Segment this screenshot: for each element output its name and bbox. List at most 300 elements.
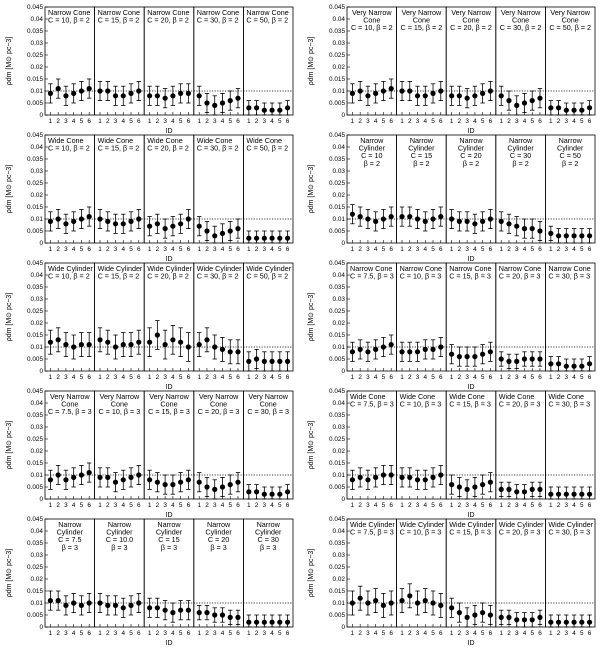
data-point [564,492,569,497]
data-point [113,344,118,349]
x-tick-label: 2 [407,630,412,637]
x-tick-label: 5 [79,246,84,253]
x-tick-label: 6 [87,118,91,125]
x-tick-label: 5 [228,118,233,125]
x-tick-label: 6 [186,502,191,509]
panel [545,519,595,637]
x-tick-label: 5 [278,246,282,253]
panel-label-line: C = 10, β = 2 [48,271,90,281]
panel [243,263,293,381]
panel [45,135,95,253]
x-tick-label: 6 [285,502,290,509]
x-tick-label: 4 [220,502,225,509]
data-point [48,91,53,96]
x-tick-label: 4 [423,630,428,637]
data-point [472,484,477,489]
x-tick-label: 2 [254,118,259,125]
y-tick-label: 0.015 [27,204,43,212]
data-point [246,236,251,241]
x-tick-label: 6 [389,502,393,509]
x-tick-label: 1 [549,630,553,637]
data-point [170,610,175,615]
x-tick-label: 1 [247,246,251,253]
data-point [350,91,355,96]
panel-label-line: Wide Cylinder [350,520,395,529]
y-tick-label: 0.005 [329,356,345,364]
y-tick-label: 0.04 [30,272,43,280]
panel [144,135,194,253]
panel-label-line: Cylinder [358,143,385,153]
x-tick-label: 3 [415,502,420,509]
panel-label-line: Cylinder [457,143,485,153]
y-tick-label: 0 [341,240,345,248]
x-tick-label: 3 [465,374,469,381]
y-tick-label: 0.03 [332,552,345,560]
x-tick-label: 2 [507,374,511,381]
data-point [220,484,225,489]
x-tick-label: 5 [278,118,282,125]
panel-label-line: C = 10, β = 3 [98,407,141,417]
x-tick-label: 6 [186,374,191,381]
x-tick-label: 2 [507,502,511,509]
data-point [163,96,168,101]
x-tick-label: 4 [373,246,378,253]
x-tick-label: 6 [389,246,393,253]
x-tick-label: 1 [449,502,454,509]
plot-group-row3-left [6,260,293,391]
x-axis-label: ID [165,640,173,647]
x-tick-label: 6 [587,118,592,125]
x-tick-label: 4 [423,502,428,509]
x-tick-label: 2 [56,374,60,381]
data-point [113,221,118,226]
y-axis-label: ρdm [M⊙ pc−3] [6,292,13,342]
x-tick-label: 2 [407,118,412,125]
data-point [407,349,412,354]
data-point [506,221,511,226]
x-tick-label: 5 [178,374,183,381]
x-tick-label: 4 [572,374,576,381]
x-tick-label: 3 [564,246,569,253]
panel-label-line: Narrow [459,136,483,145]
x-tick-label: 2 [556,118,561,125]
x-tick-label: 4 [171,502,175,509]
data-point [358,596,363,601]
y-tick-label: 0.015 [329,332,345,340]
x-tick-label: 6 [587,374,592,381]
y-tick-label: 0.01 [30,88,43,96]
x-tick-label: 2 [105,502,110,509]
x-tick-label: 1 [549,118,553,125]
panel [496,519,546,637]
y-tick-label: 0.03 [30,40,43,48]
x-tick-label: 5 [129,630,133,637]
y-tick-label: 0.04 [332,144,345,152]
y-tick-label: 0.005 [329,228,345,236]
x-tick-label: 1 [197,630,202,637]
x-tick-label: 6 [488,118,493,125]
data-point [488,88,493,93]
data-point [506,98,511,103]
data-point [530,356,535,361]
x-tick-label: 5 [228,630,233,637]
x-tick-label: 3 [465,502,469,509]
panel-label-line: C = 50, β = 2 [246,15,289,25]
panel-label-line: C = 10, β = 3 [399,399,442,409]
y-tick-label: 0.025 [27,52,43,60]
panel-label-line: β = 2 [562,158,579,168]
panel-label-line: Wide Cylinder [246,264,292,273]
data-point [262,492,267,497]
data-point [136,340,141,345]
panel-label-line: Narrow Cone [449,264,492,273]
x-tick-label: 2 [507,630,511,637]
y-tick-label: 0.045 [329,4,345,12]
data-point [277,236,282,241]
x-tick-label: 3 [564,374,569,381]
x-tick-label: 4 [171,630,175,637]
data-point [522,226,527,231]
data-point [155,480,160,485]
x-axis-label: ID [467,512,475,519]
panel-label-line: Cone [363,15,381,25]
y-axis-label: ρdm [M⊙ pc−3] [6,36,13,86]
x-tick-label: 6 [587,630,592,637]
panel [347,519,397,637]
data-point [285,105,290,110]
data-point [186,91,191,96]
x-tick-label: 6 [538,374,542,381]
data-point [457,219,462,224]
data-point [262,108,267,113]
x-tick-label: 4 [270,118,274,125]
x-tick-label: 1 [350,630,355,637]
x-tick-label: 4 [71,630,76,637]
y-tick-label: 0.03 [332,40,345,48]
data-point [472,354,477,359]
data-point [449,482,454,487]
data-point [204,337,209,342]
panel-label-line: C = 7.5, β = 3 [47,407,92,417]
data-point [87,214,92,219]
data-point [579,620,584,625]
panel-label-line: C = 15, β = 2 [97,143,140,153]
panel-label-line: C = 15 [410,151,433,161]
data-point [97,600,102,605]
data-point [204,484,209,489]
y-axis-label: ρdm [M⊙ pc−3] [308,548,315,598]
x-tick-label: 5 [480,374,485,381]
x-tick-label: 5 [129,118,133,125]
x-tick-label: 1 [197,374,202,381]
panel-label-line: C = 15, β = 3 [449,527,491,537]
data-point [373,598,378,603]
x-tick-label: 3 [366,118,370,125]
data-point [571,108,576,113]
x-tick-label: 1 [449,630,454,637]
x-tick-label: 2 [254,502,259,509]
x-tick-label: 1 [48,374,53,381]
x-tick-label: 6 [389,630,393,637]
x-tick-label: 6 [136,374,141,381]
x-tick-label: 3 [415,374,420,381]
x-tick-label: 5 [129,502,133,509]
x-tick-label: 6 [87,630,91,637]
data-point [71,475,76,480]
data-point [381,88,386,93]
x-tick-label: 5 [178,630,183,637]
x-tick-label: 1 [499,502,504,509]
data-point [499,356,504,361]
x-tick-label: 5 [129,246,133,253]
data-point [128,603,133,608]
data-point [381,472,386,477]
x-tick-label: 6 [136,118,141,125]
data-point [365,349,370,354]
data-point [113,603,118,608]
data-point [480,482,485,487]
y-tick-label: 0.005 [27,612,43,620]
data-point [548,492,553,497]
x-tick-label: 2 [457,630,462,637]
x-tick-label: 2 [105,118,110,125]
panel-label-line: Very Narrow [248,392,288,401]
panel-label-line: β = 2 [413,158,430,168]
x-axis-label: ID [165,512,173,519]
data-point [579,364,584,369]
panel-label-line: Wide Cone [399,392,436,401]
y-axis-label: ρdm [M⊙ pc−3] [308,36,315,86]
x-tick-label: 4 [522,118,527,125]
y-tick-label: 0.015 [27,588,43,596]
y-tick-label: 0.01 [332,600,345,608]
x-tick-label: 5 [79,118,84,125]
data-point [79,342,84,347]
data-point [449,216,454,221]
data-point [472,93,477,98]
x-tick-label: 5 [480,502,485,509]
panel-label-line: Cylinder [507,143,534,153]
data-point [87,600,92,605]
data-point [285,620,290,625]
panel-label-line: Cone [561,15,579,25]
panel-label-line: C = 15, β = 2 [400,23,443,33]
x-tick-label: 3 [262,630,267,637]
plot-group-row5-left [6,516,293,647]
x-tick-label: 6 [87,374,91,381]
x-tick-label: 4 [121,630,126,637]
x-tick-label: 2 [556,630,561,637]
plot-group-row1-right [308,4,595,135]
x-tick-label: 1 [350,502,355,509]
data-point [212,233,217,238]
panel-label-line: C = 10, β = 3 [399,527,442,537]
panel-label-line: Cylinder [408,143,435,153]
data-point [530,226,535,231]
data-point [269,108,274,113]
x-tick-label: 1 [549,502,553,509]
data-point [147,224,152,229]
x-tick-label: 1 [400,246,404,253]
data-point [548,231,553,236]
panel-label-line: C = 7.5, β = 3 [350,399,394,409]
x-axis-label: ID [467,256,475,263]
x-tick-label: 1 [499,118,504,125]
x-tick-label: 3 [514,630,519,637]
data-point [506,359,511,364]
data-point [48,598,53,603]
x-tick-label: 5 [530,502,535,509]
panel-label-line: C = 10, β = 2 [48,143,90,153]
x-tick-label: 5 [129,374,133,381]
y-axis-label: ρdm [M⊙ pc−3] [6,420,13,470]
data-point [63,603,68,608]
x-tick-label: 5 [580,630,584,637]
x-tick-label: 1 [400,502,404,509]
data-point [220,100,225,105]
panel [397,7,447,125]
data-point [56,598,61,603]
x-tick-label: 3 [514,246,519,253]
data-point [235,96,240,101]
panel-label-line: C = 15, β = 3 [148,407,190,417]
panel-label-line: Very Narrow [99,392,140,401]
x-tick-label: 4 [572,118,576,125]
x-tick-label: 5 [431,374,435,381]
data-point [105,475,110,480]
panel [95,391,145,509]
y-tick-label: 0 [341,624,345,632]
panel-label-line: C = 7.5, β = 3 [350,527,394,537]
panel-label-line: C = 7.5, β = 3 [350,271,394,281]
x-tick-label: 2 [155,118,160,125]
y-tick-label: 0.025 [27,180,43,188]
y-tick-label: 0.01 [30,472,43,480]
x-tick-label: 3 [262,246,267,253]
panel [45,7,95,125]
plot-group-row5-right [308,516,595,647]
data-point [423,598,428,603]
data-point [571,233,576,238]
data-point [399,598,404,603]
data-point [587,620,592,625]
data-point [556,105,561,110]
y-tick-label: 0.035 [329,284,345,292]
panel-label-line: Narrow Cone [147,8,190,17]
data-point [105,88,110,93]
y-tick-label: 0.03 [332,296,345,304]
data-point [71,219,76,224]
x-tick-label: 2 [358,502,362,509]
panel-label-line: β = 3 [61,542,78,552]
data-point [178,608,183,613]
x-tick-label: 2 [254,630,259,637]
x-tick-label: 4 [473,118,477,125]
data-point [269,620,274,625]
data-point [522,617,527,622]
x-tick-label: 4 [71,118,76,125]
x-tick-label: 5 [431,246,435,253]
panel [496,135,546,253]
y-tick-label: 0.035 [27,28,43,36]
panel-label-line: Cone [512,15,530,25]
data-point [548,620,553,625]
x-tick-label: 1 [197,118,202,125]
data-point [136,216,141,221]
data-point [147,340,152,345]
x-tick-label: 3 [212,630,217,637]
data-point [121,342,126,347]
x-tick-label: 3 [212,118,217,125]
panel [144,519,194,637]
panel-label-line: C = 20, β = 2 [147,15,189,25]
x-tick-label: 2 [56,246,60,253]
panel-label-line: C = 15, β = 3 [449,271,491,281]
data-point [128,342,133,347]
data-point [373,475,378,480]
x-tick-label: 3 [564,630,569,637]
y-tick-label: 0.04 [30,528,43,536]
data-point [449,93,454,98]
x-tick-label: 5 [79,630,84,637]
y-tick-label: 0.045 [27,516,43,524]
x-tick-label: 3 [514,118,519,125]
x-tick-label: 1 [499,246,504,253]
x-tick-label: 3 [212,374,217,381]
panel-label-line: Very Narrow [50,392,90,401]
y-tick-label: 0.03 [30,424,43,432]
panel [446,391,496,509]
data-point [365,216,370,221]
x-tick-label: 4 [121,246,126,253]
data-point [56,337,61,342]
y-tick-label: 0.04 [332,400,345,408]
panel-label-line: Wide Cylinder [498,520,544,529]
data-point [246,489,251,494]
data-point [285,236,290,241]
x-tick-label: 5 [431,502,435,509]
x-tick-label: 4 [473,502,477,509]
y-axis-label: ρdm [M⊙ pc−3] [308,420,315,470]
panel [496,7,546,125]
x-tick-label: 5 [431,630,435,637]
x-tick-label: 6 [236,502,240,509]
data-point [381,344,386,349]
data-point [587,492,592,497]
x-tick-label: 1 [147,246,152,253]
panel-label-line: Wide Cone [196,136,233,145]
x-tick-label: 5 [480,118,485,125]
y-tick-label: 0.045 [27,132,43,140]
panel-label-line: β = 3 [160,542,178,552]
panel [243,7,293,125]
data-point [399,475,404,480]
data-point [212,487,217,492]
plot-group-row4-left [6,388,293,519]
x-tick-label: 5 [530,246,535,253]
x-tick-label: 3 [514,502,519,509]
data-point [564,233,569,238]
panel-label-line: C = 30, β = 3 [247,407,290,417]
data-point [415,216,420,221]
x-tick-label: 3 [262,118,267,125]
panel-label-line: C = 20, β = 3 [197,407,240,417]
data-point [170,93,175,98]
x-tick-label: 2 [205,246,209,253]
x-tick-label: 4 [373,118,378,125]
panel [45,391,95,509]
x-axis-label: ID [165,384,173,391]
